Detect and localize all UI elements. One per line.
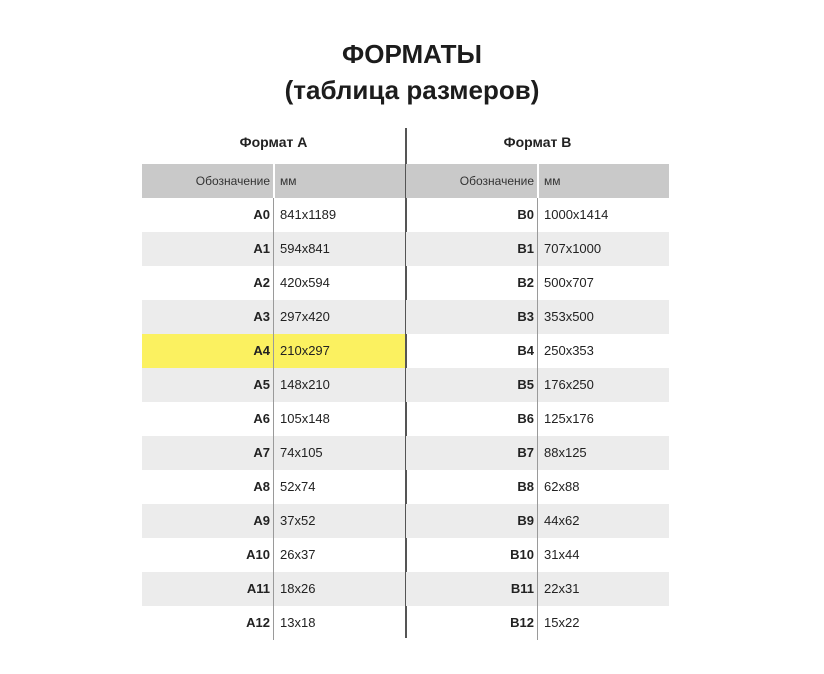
cell-separator [273, 436, 274, 470]
format-name: B3 [517, 309, 534, 324]
format-name: A10 [246, 547, 270, 562]
table-row [406, 470, 669, 504]
format-name: A8 [253, 479, 270, 494]
format-name: A3 [253, 309, 270, 324]
header-separator [537, 164, 539, 198]
cell-separator [537, 436, 538, 470]
cell-separator [537, 334, 538, 368]
format-a-table [142, 128, 405, 640]
table-row [142, 470, 405, 504]
format-name: A5 [253, 377, 270, 392]
table-row [406, 572, 669, 606]
format-name: A1 [253, 241, 270, 256]
format-name: A0 [253, 207, 270, 222]
format-name: A4 [253, 343, 270, 358]
cell-separator [537, 232, 538, 266]
table-row [142, 300, 405, 334]
format-size: 250x353 [544, 343, 594, 358]
table-row [142, 606, 405, 640]
table-row [142, 232, 405, 266]
table-row [406, 606, 669, 640]
table-row [406, 436, 669, 470]
cell-separator [537, 470, 538, 504]
format-name: B9 [517, 513, 534, 528]
cell-separator [537, 538, 538, 572]
cell-separator [537, 504, 538, 538]
format-size: 707x1000 [544, 241, 602, 256]
cell-separator [273, 368, 274, 402]
format-name: B2 [517, 275, 534, 290]
format-size: 420x594 [280, 275, 330, 290]
table-row [142, 334, 405, 368]
cell-separator [537, 402, 538, 436]
table-row [142, 538, 405, 572]
format-size: 52x74 [280, 479, 316, 494]
format-b-title: Формат В [503, 134, 572, 150]
format-size: 15x22 [544, 615, 580, 630]
format-name: A12 [246, 615, 270, 630]
format-size: 210x297 [280, 343, 330, 358]
cell-separator [537, 198, 538, 232]
format-b-rows [406, 198, 669, 640]
format-size: 297x420 [280, 309, 330, 324]
format-name: A2 [253, 275, 270, 290]
cell-separator [273, 572, 274, 606]
format-name: A6 [253, 411, 270, 426]
header-unit: мм [280, 174, 297, 188]
format-size: 22x31 [544, 581, 580, 596]
format-name: A9 [253, 513, 270, 528]
format-name: B12 [510, 615, 534, 630]
table-row [142, 198, 405, 232]
cell-separator [273, 266, 274, 300]
table-row [142, 266, 405, 300]
table-row [406, 402, 669, 436]
format-name: A7 [253, 445, 270, 460]
format-size: 148x210 [280, 377, 330, 392]
format-size: 353x500 [544, 309, 594, 324]
header-unit: мм [544, 174, 561, 188]
format-size: 26x37 [280, 547, 316, 562]
format-size: 1000x1414 [544, 207, 609, 222]
format-name: B5 [517, 377, 534, 392]
format-size: 13x18 [280, 615, 316, 630]
format-size: 105x148 [280, 411, 330, 426]
page-title: ФОРМАТЫ [342, 39, 482, 69]
format-size: 594x841 [280, 241, 330, 256]
header-designation: Обозначение [195, 174, 270, 188]
format-size: 176x250 [544, 377, 594, 392]
format-name: B10 [510, 547, 534, 562]
format-name: B1 [517, 241, 534, 256]
table-row [142, 572, 405, 606]
cell-separator [273, 504, 274, 538]
format-size: 37x52 [280, 513, 316, 528]
format-b-table [406, 128, 669, 640]
format-size: 74x105 [280, 445, 323, 460]
table-row [406, 368, 669, 402]
table-row [142, 436, 405, 470]
cell-separator [273, 334, 274, 368]
format-name: B8 [517, 479, 534, 494]
table-row [406, 266, 669, 300]
cell-separator [537, 368, 538, 402]
cell-separator [273, 606, 274, 640]
table-row [406, 538, 669, 572]
format-size: 62x88 [544, 479, 580, 494]
cell-separator [273, 232, 274, 266]
format-name: B0 [517, 207, 534, 222]
table-row [406, 504, 669, 538]
format-size: 125x176 [544, 411, 594, 426]
format-a-header-row [142, 164, 405, 198]
format-name: B4 [517, 343, 534, 358]
format-size: 31x44 [544, 547, 580, 562]
format-name: B7 [517, 445, 534, 460]
format-b-header-row [406, 164, 669, 198]
format-name: B6 [517, 411, 534, 426]
cell-separator [273, 538, 274, 572]
cell-separator [273, 402, 274, 436]
table-row [406, 198, 669, 232]
format-name: B11 [510, 581, 534, 596]
format-size: 18x26 [280, 581, 316, 596]
cell-separator [537, 572, 538, 606]
table-row [142, 504, 405, 538]
page-subtitle: (таблица размеров) [284, 75, 540, 105]
cell-separator [273, 198, 274, 232]
cell-separator [537, 606, 538, 640]
format-size: 88x125 [544, 445, 587, 460]
table-row [406, 232, 669, 266]
format-size: 500x707 [544, 275, 594, 290]
header-designation: Обозначение [459, 174, 534, 188]
format-size: 44x62 [544, 513, 580, 528]
header-separator [273, 164, 275, 198]
cell-separator [273, 470, 274, 504]
cell-separator [273, 300, 274, 334]
format-size: 841x1189 [280, 207, 337, 222]
cell-separator [537, 266, 538, 300]
format-name: A11 [246, 581, 270, 596]
table-row [406, 334, 669, 368]
cell-separator [537, 300, 538, 334]
format-a-title: Формат А [239, 134, 308, 150]
table-row [142, 402, 405, 436]
format-a-rows [142, 198, 405, 640]
table-row [142, 368, 405, 402]
table-row [406, 300, 669, 334]
